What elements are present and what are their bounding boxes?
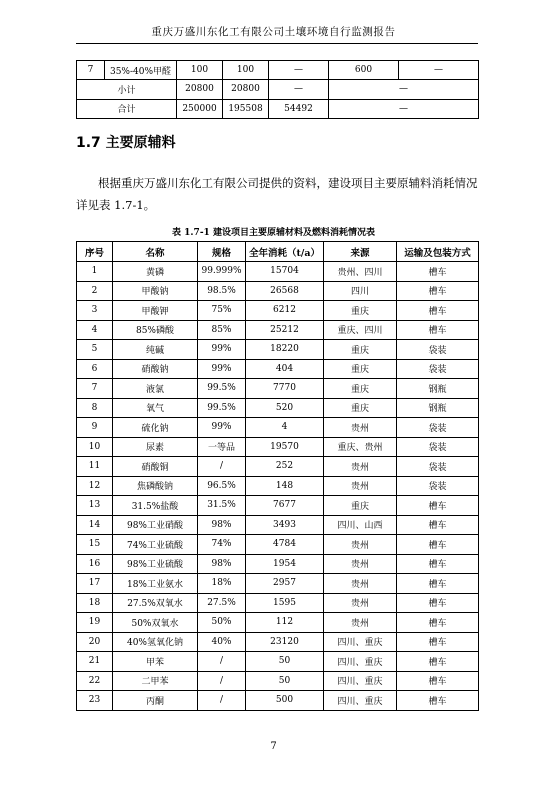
table-cell: 252: [246, 457, 324, 477]
table-cell: 404: [246, 359, 324, 379]
table-cell: 99%: [198, 359, 246, 379]
table-row: [77, 554, 479, 574]
table-row: [77, 340, 479, 360]
table-cell: 丙酮: [113, 691, 198, 711]
table-cell: 槽车: [397, 320, 479, 340]
table-cell: 硝酸钠: [113, 359, 198, 379]
table-cell: 13: [77, 496, 113, 516]
table-cell: 二甲苯: [113, 671, 198, 691]
table-cell: 98.5%: [198, 281, 246, 301]
table-cell: 50: [246, 671, 324, 691]
table-cell: 27.5%: [198, 593, 246, 613]
table-cell: 四川: [324, 281, 397, 301]
table-cell: 3493: [246, 515, 324, 535]
subtotal-label: 小计: [77, 80, 177, 99]
table-row: [77, 496, 479, 516]
table-row: [77, 99, 479, 118]
table-cell: 7: [77, 61, 105, 80]
table-cell: 1595: [246, 593, 324, 613]
table-cell: 袋装: [397, 457, 479, 477]
table-cell: 贵州: [324, 476, 397, 496]
table-cell: 钢瓶: [397, 379, 479, 399]
table-cell: 40%: [198, 632, 246, 652]
table-cell: 99%: [198, 418, 246, 438]
table-cell: 槽车: [397, 301, 479, 321]
table-cell: 尿素: [113, 437, 198, 457]
table-row: [77, 262, 479, 282]
table-cell: 112: [246, 613, 324, 633]
table-cell: 50: [246, 652, 324, 672]
table-row: [77, 437, 479, 457]
table-cell: 重庆、四川: [324, 320, 397, 340]
table-row: [77, 593, 479, 613]
table-cell: 4784: [246, 535, 324, 555]
table-row: [77, 80, 479, 99]
table-row: [77, 671, 479, 691]
table-cell: 重庆: [324, 301, 397, 321]
table-cell: 重庆: [324, 398, 397, 418]
table-cell: 31.5%盐酸: [113, 496, 198, 516]
table-row: [77, 691, 479, 711]
table-row: [77, 535, 479, 555]
table-cell: —: [329, 80, 479, 99]
table-cell: 22: [77, 671, 113, 691]
table-cell: 18%: [198, 574, 246, 594]
table-cell: 250000: [177, 99, 223, 118]
table-cell: 槽车: [397, 262, 479, 282]
column-header: 序号: [77, 242, 113, 262]
table-cell: 27.5%双氧水: [113, 593, 198, 613]
table-cell: 25212: [246, 320, 324, 340]
table-cell: 17: [77, 574, 113, 594]
table-caption: 表 1.7-1 建设项目主要原辅材料及燃料消耗情况表: [172, 228, 375, 238]
table-cell: 液氯: [113, 379, 198, 399]
table-cell: 袋装: [397, 418, 479, 438]
table-cell: 贵州: [324, 593, 397, 613]
table-cell: 硫化钠: [113, 418, 198, 438]
table-cell: 重庆、贵州: [324, 437, 397, 457]
column-header: 规格: [198, 242, 246, 262]
previous-table-continuation: [76, 60, 479, 119]
table-cell: 贵州: [324, 457, 397, 477]
table-cell: 槽车: [397, 515, 479, 535]
table-cell: 甲苯: [113, 652, 198, 672]
table-cell: 195508: [223, 99, 269, 118]
table-cell: 99.5%: [198, 379, 246, 399]
table-cell: 99.5%: [198, 398, 246, 418]
table-cell: 钢瓶: [397, 398, 479, 418]
table-cell: 3: [77, 301, 113, 321]
table-cell: 500: [246, 691, 324, 711]
table-row: [77, 398, 479, 418]
table-cell: 600: [329, 61, 399, 80]
table-row: [77, 359, 479, 379]
table-cell: 四川、重庆: [324, 632, 397, 652]
table-cell: 1954: [246, 554, 324, 574]
table-cell: 重庆: [324, 379, 397, 399]
table-row: [77, 632, 479, 652]
table-cell: 一等品: [198, 437, 246, 457]
table-row: [77, 613, 479, 633]
table-cell: 硝酸铜: [113, 457, 198, 477]
table-cell: 98%工业硝酸: [113, 515, 198, 535]
table-cell: 槽车: [397, 652, 479, 672]
table-cell: 85%磷酸: [113, 320, 198, 340]
table-cell: 15: [77, 535, 113, 555]
table-cell: 19570: [246, 437, 324, 457]
table-cell: 贵州: [324, 554, 397, 574]
table-cell: 100: [177, 61, 223, 80]
table-cell: 74%工业硫酸: [113, 535, 198, 555]
table-row: [77, 574, 479, 594]
table-cell: 99%: [198, 340, 246, 360]
table-cell: 1: [77, 262, 113, 282]
column-header: 来源: [324, 242, 397, 262]
table-cell: 75%: [198, 301, 246, 321]
table-cell: 26568: [246, 281, 324, 301]
table-cell: 槽车: [397, 281, 479, 301]
table-cell: 100: [223, 61, 269, 80]
table-cell: /: [198, 457, 246, 477]
table-cell: —: [269, 80, 329, 99]
table-cell: 6212: [246, 301, 324, 321]
column-header: 全年消耗（t/a）: [246, 242, 324, 262]
table-cell: 98%: [198, 515, 246, 535]
column-header: 运输及包装方式: [397, 242, 479, 262]
total-label: 合计: [77, 99, 177, 118]
table-cell: —: [399, 61, 479, 80]
table-cell: 20800: [177, 80, 223, 99]
table-row: [77, 301, 479, 321]
table-cell: 148: [246, 476, 324, 496]
table-cell: 11: [77, 457, 113, 477]
section-heading: 1.7 主要原辅料: [76, 135, 176, 151]
table-cell: 15704: [246, 262, 324, 282]
table-row: [77, 476, 479, 496]
table-cell: 8: [77, 398, 113, 418]
column-header: 名称: [113, 242, 198, 262]
table-cell: 20: [77, 632, 113, 652]
table-cell: 贵州: [324, 574, 397, 594]
table-cell: 6: [77, 359, 113, 379]
table-row: [77, 379, 479, 399]
table-cell: 99.999%: [198, 262, 246, 282]
table-cell: 贵州、四川: [324, 262, 397, 282]
table-cell: 5: [77, 340, 113, 360]
table-cell: 16: [77, 554, 113, 574]
table-cell: 2: [77, 281, 113, 301]
page-header: 重庆万盛川东化工有限公司土壤环境自行监测报告: [151, 26, 396, 38]
table-cell: 四川、重庆: [324, 671, 397, 691]
table-cell: 7: [77, 379, 113, 399]
table-row: [77, 61, 479, 80]
table-cell: 黄磷: [113, 262, 198, 282]
table-cell: 4: [77, 320, 113, 340]
header-rule: [76, 43, 478, 44]
table-cell: 槽车: [397, 496, 479, 516]
table-row: [77, 418, 479, 438]
table-cell: 贵州: [324, 418, 397, 438]
table-cell: 槽车: [397, 593, 479, 613]
table-cell: 20800: [223, 80, 269, 99]
table-cell: 纯碱: [113, 340, 198, 360]
table-cell: 40%氢氧化钠: [113, 632, 198, 652]
table-cell: 氧气: [113, 398, 198, 418]
table-cell: 槽车: [397, 613, 479, 633]
table-cell: 四川、重庆: [324, 652, 397, 672]
table-cell: 槽车: [397, 632, 479, 652]
table-cell: 23120: [246, 632, 324, 652]
table-cell: 焦磷酸钠: [113, 476, 198, 496]
table-cell: 35%-40%甲醛: [105, 61, 177, 80]
table-cell: 四川、山西: [324, 515, 397, 535]
table-cell: /: [198, 671, 246, 691]
table-cell: 98%工业硫酸: [113, 554, 198, 574]
table-cell: 12: [77, 476, 113, 496]
table-cell: 贵州: [324, 613, 397, 633]
table-cell: 31.5%: [198, 496, 246, 516]
table-cell: 2957: [246, 574, 324, 594]
table-cell: 四川、重庆: [324, 691, 397, 711]
table-header-row: [77, 242, 479, 262]
table-cell: 4: [246, 418, 324, 438]
table-cell: 槽车: [397, 691, 479, 711]
table-cell: 19: [77, 613, 113, 633]
table-cell: 重庆: [324, 340, 397, 360]
table-cell: 9: [77, 418, 113, 438]
table-cell: 袋装: [397, 476, 479, 496]
table-cell: 槽车: [397, 671, 479, 691]
table-cell: /: [198, 652, 246, 672]
table-row: [77, 515, 479, 535]
table-cell: 重庆: [324, 359, 397, 379]
table-cell: 7770: [246, 379, 324, 399]
table-cell: 7677: [246, 496, 324, 516]
table-cell: 74%: [198, 535, 246, 555]
table-cell: 甲酸钠: [113, 281, 198, 301]
table-cell: 23: [77, 691, 113, 711]
table-cell: 50%: [198, 613, 246, 633]
table-cell: 96.5%: [198, 476, 246, 496]
table-row: [77, 457, 479, 477]
table-cell: 10: [77, 437, 113, 457]
table-cell: 18%工业氨水: [113, 574, 198, 594]
table-cell: 50%双氧水: [113, 613, 198, 633]
table-cell: 85%: [198, 320, 246, 340]
table-cell: 槽车: [397, 554, 479, 574]
table-cell: —: [329, 99, 479, 118]
materials-table: [76, 241, 479, 711]
table-cell: 18220: [246, 340, 324, 360]
table-row: [77, 652, 479, 672]
table-cell: 重庆: [324, 496, 397, 516]
table-cell: 54492: [269, 99, 329, 118]
body-paragraph: 根据重庆万盛川东化工有限公司提供的资料，建设项目主要原辅料消耗情况详见表 1.7-1。: [76, 176, 478, 212]
page-number: 7: [270, 741, 277, 752]
table-cell: —: [269, 61, 329, 80]
table-cell: 袋装: [397, 340, 479, 360]
table-cell: 贵州: [324, 535, 397, 555]
table-row: [77, 320, 479, 340]
table-cell: 袋装: [397, 437, 479, 457]
table-cell: 18: [77, 593, 113, 613]
table-row: [77, 281, 479, 301]
table-cell: 98%: [198, 554, 246, 574]
table-cell: /: [198, 691, 246, 711]
table-cell: 袋装: [397, 359, 479, 379]
table-cell: 甲酸钾: [113, 301, 198, 321]
table-cell: 槽车: [397, 574, 479, 594]
table-cell: 14: [77, 515, 113, 535]
table-cell: 槽车: [397, 535, 479, 555]
table-cell: 520: [246, 398, 324, 418]
table-cell: 21: [77, 652, 113, 672]
